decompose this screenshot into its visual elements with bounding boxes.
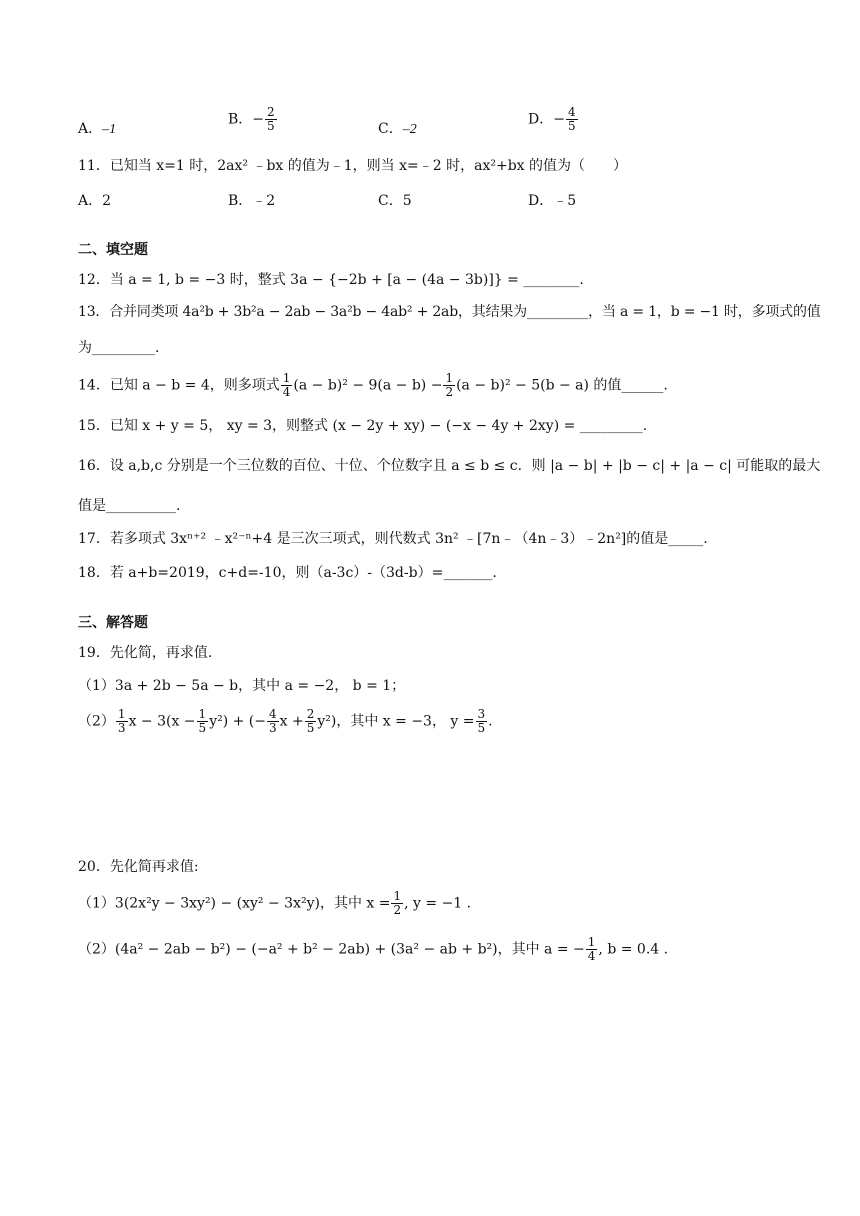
expr-part: y²) + (− [209,713,266,730]
option-label: A． [78,121,103,137]
denominator: 4 [282,385,291,399]
question-13-line-1: 13．合并同类项 4a²b + 3b²a − 2ab − 3a²b − 4ab² + 2ab，其结果为_________，当 a = 1，b = −1 时，多项式的值 [78,304,821,320]
fraction [281,372,293,399]
q10-option-c [378,118,417,138]
question-20-part-1 [78,890,471,917]
denominator: 5 [477,721,486,735]
question-13-line-2: 为_________. [78,340,160,356]
fraction [476,708,488,735]
expr-part: x − 3(x − [128,713,196,730]
numerator: 1 [587,935,596,949]
option-label: D． [528,111,554,128]
question-19-part-1: （1）3a + 2b − 5a − b，其中 a = −2， b = 1； [78,678,406,694]
expr-part: （1）3(2x²y − 3xy²) − (xy² − 3x²y)，其中 x = [78,895,391,912]
question-12: 12．当 a = 1, b = −3 时，整式 3a − {−2b + [a − (4a − 3b)]} = ________. [78,272,584,288]
fraction [197,708,209,735]
denominator: 3 [117,721,126,735]
q10-option-a [78,118,116,138]
q10-option-b [228,106,278,133]
q11-option-d: D．﹣5 [528,193,577,209]
numerator: 3 [477,707,486,721]
fraction [265,106,277,133]
expr-part: y²)，其中 x = −3， y = [317,713,475,730]
q10-option-d [528,106,579,133]
question-16-line-1: 16．设 a,b,c 分别是一个三位数的百位、十位、个位数字且 a ≤ b ≤ c．则 |a − b| + |b − c| + |a − c| 可能取的最大 [78,458,821,474]
question-20-title: 20．先化简再求值: [78,859,199,875]
q14-middle: (a − b)² − 9(a − b) − [293,377,443,394]
numerator: 1 [117,707,126,721]
question-11: 11．已知当 x=1 时，2ax² ﹣bx 的值为﹣1，则当 x=﹣2 时，ax²+bx 的值为（ ） [78,158,627,174]
denominator: 5 [267,119,275,133]
section-heading-solve: 三、解答题 [78,615,148,631]
denominator: 5 [198,721,207,735]
fraction [116,708,128,735]
section-heading-fill-blank: 二、填空题 [78,242,148,258]
option-value: –2 [402,122,417,137]
question-14 [78,372,668,399]
question-20-part-2 [78,936,668,963]
numerator: 2 [267,105,275,119]
denominator: 4 [587,949,596,963]
part-label: （2） [78,713,115,730]
q14-suffix: (a − b)² − 5(b − a) 的值______. [456,377,668,394]
question-16-line-2: 值是__________. [78,498,181,514]
denominator: 5 [567,119,576,133]
numerator: 4 [269,707,277,721]
minus-sign: − [252,111,265,128]
fraction [586,936,598,963]
expr-part: x + [279,713,304,730]
denominator: 2 [445,385,454,399]
fraction [443,372,455,399]
expr-part: , y = −1 . [404,895,472,912]
fraction [267,708,279,735]
fraction [566,106,578,133]
denominator: 3 [269,721,277,735]
numerator: 2 [306,707,315,721]
numerator: 4 [567,105,576,119]
question-15: 15．已知 x + y = 5， xy = 3，则整式 (x − 2y + xy) − (−x − 4y + 2xy) = _________. [78,418,648,434]
denominator: 5 [306,721,315,735]
expr-part: . [488,713,493,730]
numerator: 1 [198,707,207,721]
expr-part: , b = 0.4 . [598,941,669,958]
q11-option-c: C．5 [378,193,412,209]
question-18: 18．若 a+b=2019，c+d=-10，则（a-3c）-（3d-b）=_______. [78,565,497,581]
option-label: C． [378,121,403,137]
numerator: 1 [393,889,402,903]
expr-part: （2）(4a² − 2ab − b²) − (−a² + b² − 2ab) + (3a² − ab + b²)，其中 a = − [78,941,585,958]
q11-option-a: A．2 [78,193,112,209]
denominator: 2 [393,903,402,917]
q14-prefix: 14．已知 a − b = 4，则多项式 [78,377,280,394]
minus-sign: − [553,111,565,128]
q11-option-b: B．﹣2 [228,193,276,209]
question-19-title: 19．先化简，再求值. [78,645,213,661]
question-17: 17．若多项式 3xⁿ⁺² ﹣x²⁻ⁿ+4 是三次三项式，则代数式 3n² ﹣[7n﹣（4n﹣3）﹣2n²]的值是_____. [78,531,708,547]
option-label: B． [228,111,253,128]
numerator: 1 [445,371,454,385]
option-value: –1 [102,122,117,137]
numerator: 1 [282,371,291,385]
question-19-part-2 [78,708,493,735]
fraction [391,890,403,917]
fraction [305,708,317,735]
